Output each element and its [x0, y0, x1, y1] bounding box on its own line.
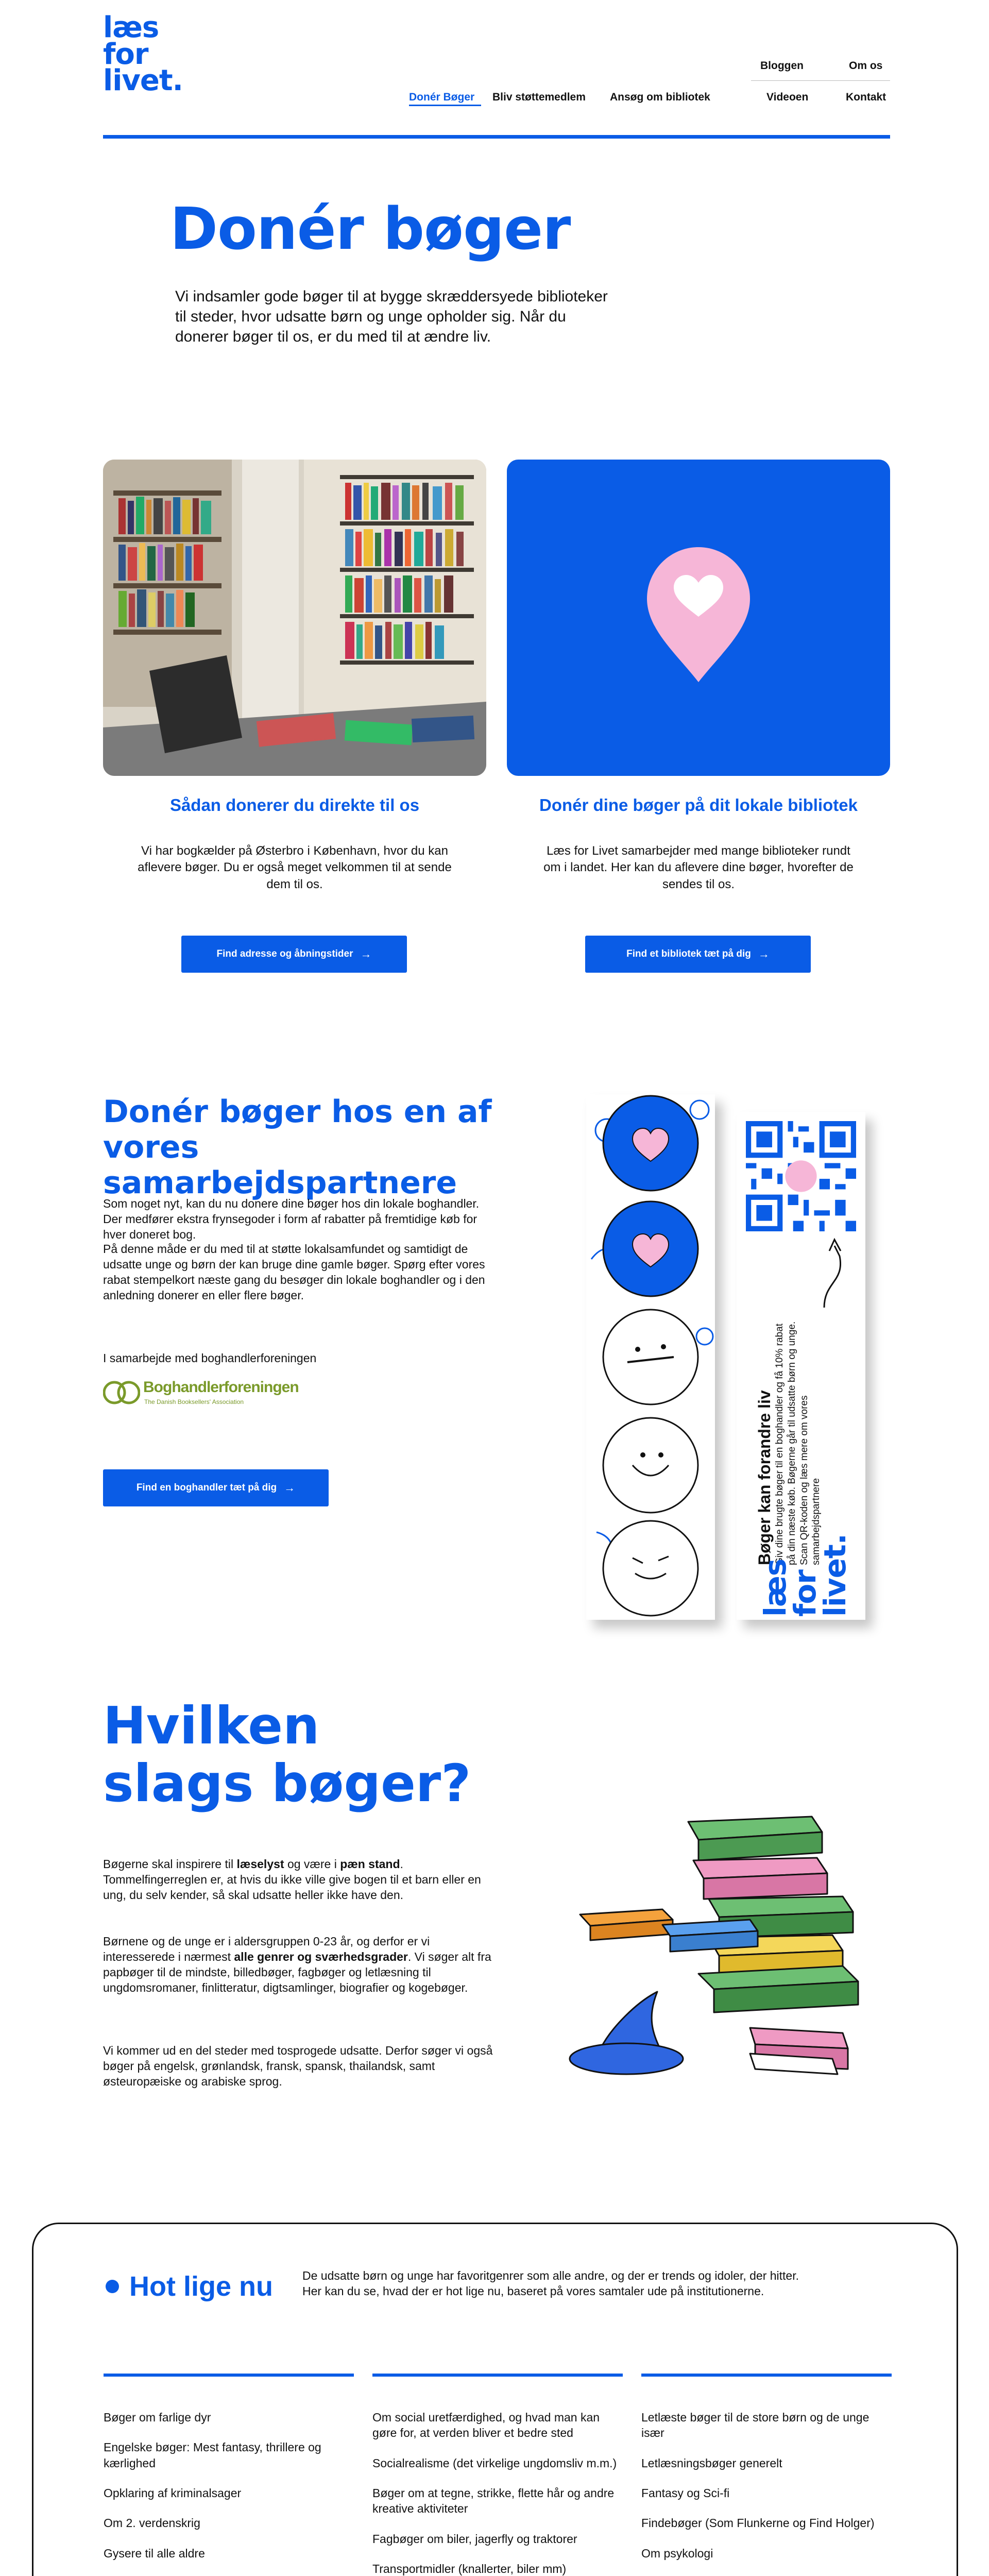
boghandler-logo-subtitle: The Danish Booksellers' Association — [144, 1398, 244, 1405]
card-text-library: Læs for Livet samarbejder med mange biblioteker rundt om i landet. Her kan du aflevere dine bøger, hvorefter de sendes til os. — [543, 844, 854, 891]
local-library-card-image — [507, 460, 890, 776]
which-books-title: Hvilken slags bøger? — [103, 1696, 471, 1814]
hot-column-2 — [372, 2374, 623, 2576]
list-item: Om social uretfærdighed, og hvad man kan gøre for, at verden bliver et bedre sted — [372, 2411, 600, 2440]
qr-code-icon — [746, 1121, 856, 1231]
library-photo — [103, 460, 486, 776]
list-item: Letlæste bøger til de store børn og de unge især — [641, 2411, 869, 2440]
nav-become-member[interactable]: Bliv støttemedlem — [492, 91, 586, 103]
text-run: Bøgerne skal inspirere til — [103, 1857, 237, 1871]
find-library-button[interactable] — [585, 936, 811, 973]
arrow-right-icon: → — [284, 1481, 296, 1494]
arrow-right-icon: → — [758, 947, 770, 960]
bookmark-logo-line: læs — [758, 1558, 793, 1617]
column-rule — [641, 2374, 892, 2377]
bookmark-info — [737, 1112, 865, 1620]
nav-divider — [751, 80, 890, 81]
hot-now-section — [32, 2223, 958, 2576]
find-library-label: Find et bibliotek tæt på dig — [626, 948, 751, 959]
partners-text-2: På denne måde er du med til at støtte lokalsamfundet og samtidigt de udsatte unge og børn der kan bruge dine gamle bøger. Spørg efter vores rabat stempelkort næste gang du besøger din lokale boghandler og i den anledning donerer en eller flere bøger. — [103, 1242, 485, 1302]
boghandler-logo — [103, 1376, 299, 1413]
pen-arrow-icon — [814, 1235, 855, 1313]
which-books-text-3: Vi kommer ud en del steder med tosprogede udsatte. Derfor søger vi også bøger på engelsk, grønlandsk, fransk, spansk, thailandsk, samt østeuropæiske og arabiske sprog. — [103, 2044, 493, 2088]
list-item: Fantasy og Sci-fi — [641, 2486, 730, 2500]
card-title-library: Donér dine bøger på dit lokale bibliotek — [539, 795, 858, 815]
list-item: Gysere til alle aldre — [104, 2546, 205, 2560]
list-item: Bøger om farlige dyr — [104, 2411, 211, 2424]
heart-pin-icon — [647, 547, 750, 682]
column-rule — [104, 2374, 354, 2377]
text-run: Børnene og de unge er i aldersgruppen 0-23 år, og derfor er vi interesserede i nærmest — [103, 1935, 430, 1963]
page-title: Donér bøger — [170, 196, 571, 263]
hot-intro: De udsatte børn og unge har favoritgenrer som alle andre, og der er trends og idoler, der hitter. Her kan du se, hvad der er hot lige nu, baseret på vores samtaler ude på institutionerne. — [302, 2269, 799, 2298]
bookmark-logo-line: livet. — [817, 1534, 852, 1617]
arrow-right-icon: → — [360, 947, 372, 960]
nav-apply-library[interactable]: Ansøg om bibliotek — [610, 91, 710, 103]
logo-line: læs — [103, 11, 159, 44]
hero-text: Vi indsamler gode bøger til at bygge skræddersyede biblioteker til steder, hvor udsatte børn og unge opholder sig. Når du donerer bøger til os, er du med til at ændre liv. — [175, 288, 608, 345]
partners-text-1: Som noget nyt, kan du nu donere dine bøger hos din lokale boghandler. Der medfører ekstra frynsegoder i form af rabatter på fremtidige køb for hver doneret bog. — [103, 1197, 480, 1241]
logo-line: for — [103, 37, 148, 71]
list-item: Bøger om at tegne, strikke, flette hår og andre kreative aktiviteter — [372, 2486, 615, 2516]
text-run: . Vi søger alt fra papbøger til de mindste, billedbøger, fagbøger og letlæsning til ungdomsromaner, finlitteratur, digtsamlinger, biografier og kogebøger. — [103, 1950, 491, 1994]
nav-about[interactable]: Om os — [849, 60, 883, 72]
which-books-text-1 — [103, 1857, 494, 1903]
bookmark-title: Bøger kan forandre liv — [755, 1390, 774, 1565]
card-title-direct: Sådan donerer du direkte til os — [169, 795, 420, 815]
bookmark-text: Giv dine brugte bøger til en boghandler og få 10% rabat på din næste køb. Bøgerne går til udsatte børn og unge. Scan QR-koden og læs mere om vores samarbejdspartnere — [774, 1321, 822, 1565]
partners-title: Donér bøger hos en af vores samarbejdspartnere — [103, 1094, 492, 1201]
list-item: Fagbøger om biler, jagerfly og traktorer — [372, 2532, 577, 2546]
list-item: Om psykologi — [641, 2546, 713, 2560]
nav-donate-books[interactable]: Donér Bøger — [409, 91, 475, 103]
nav-blog[interactable]: Bloggen — [760, 60, 804, 72]
bold-run: alle genrer og sværhedsgrader — [234, 1950, 408, 1963]
bold-run: pæn stand — [340, 1857, 400, 1871]
find-bookstore-button[interactable] — [103, 1469, 329, 1506]
bookmark-logo-line: for — [788, 1570, 823, 1617]
find-address-button[interactable] — [181, 936, 407, 973]
bookmark-logo — [760, 1534, 850, 1617]
bookmark-illustration — [586, 1094, 715, 1620]
list-item: Findebøger (Som Flunkerne og Find Holger) — [641, 2516, 875, 2530]
list-item: Transportmidler (knallerter, biler mm) — [372, 2562, 567, 2576]
bold-run: læselyst — [236, 1857, 284, 1871]
list-item: Letlæsningsbøger generelt — [641, 2456, 782, 2470]
find-address-label: Find adresse og åbningstider — [216, 948, 353, 959]
logo-line: livet. — [103, 64, 183, 98]
list-item: Socialrealisme (det virkelige ungdomsliv m.m.) — [372, 2456, 617, 2470]
header-rule — [103, 135, 890, 139]
which-books-text-2 — [103, 1934, 494, 1996]
text-run: og være i — [284, 1857, 340, 1871]
boghandler-logo-icon — [103, 1381, 140, 1404]
text-run: . Tommelfingerreglen er, at hvis du ikke ville give bogen til et barn eller en ung, du selv kender, så skal udsatte heller ikke have den. — [103, 1857, 481, 1902]
nav-video[interactable]: Videoen — [766, 91, 809, 103]
nav-contact[interactable]: Kontakt — [846, 91, 886, 103]
list-item: Om 2. verdenskrig — [104, 2516, 200, 2530]
hot-dot-icon — [106, 2280, 119, 2293]
hot-column-1 — [104, 2374, 354, 2576]
card-text-direct: Vi har bogkælder på Østerbro i København, hvor du kan aflevere bøger. Du er også meget velkommen til at sende dem til os. — [138, 844, 452, 891]
nav-active-underline — [409, 105, 481, 106]
books-illustration — [554, 1811, 894, 2141]
list-item: Opklaring af kriminalsager — [104, 2486, 242, 2500]
site-logo[interactable] — [103, 11, 183, 98]
find-bookstore-label: Find en boghandler tæt på dig — [136, 1482, 277, 1493]
hot-column-3 — [641, 2374, 892, 2576]
partners-text-3: I samarbejde med boghandlerforeningen — [103, 1351, 317, 1365]
list-item: Engelske bøger: Mest fantasy, thrillere og kærlighed — [104, 2441, 321, 2470]
column-rule — [372, 2374, 623, 2377]
hot-title: Hot lige nu — [129, 2271, 273, 2302]
boghandler-logo-name: Boghandlerforeningen — [143, 1379, 299, 1396]
